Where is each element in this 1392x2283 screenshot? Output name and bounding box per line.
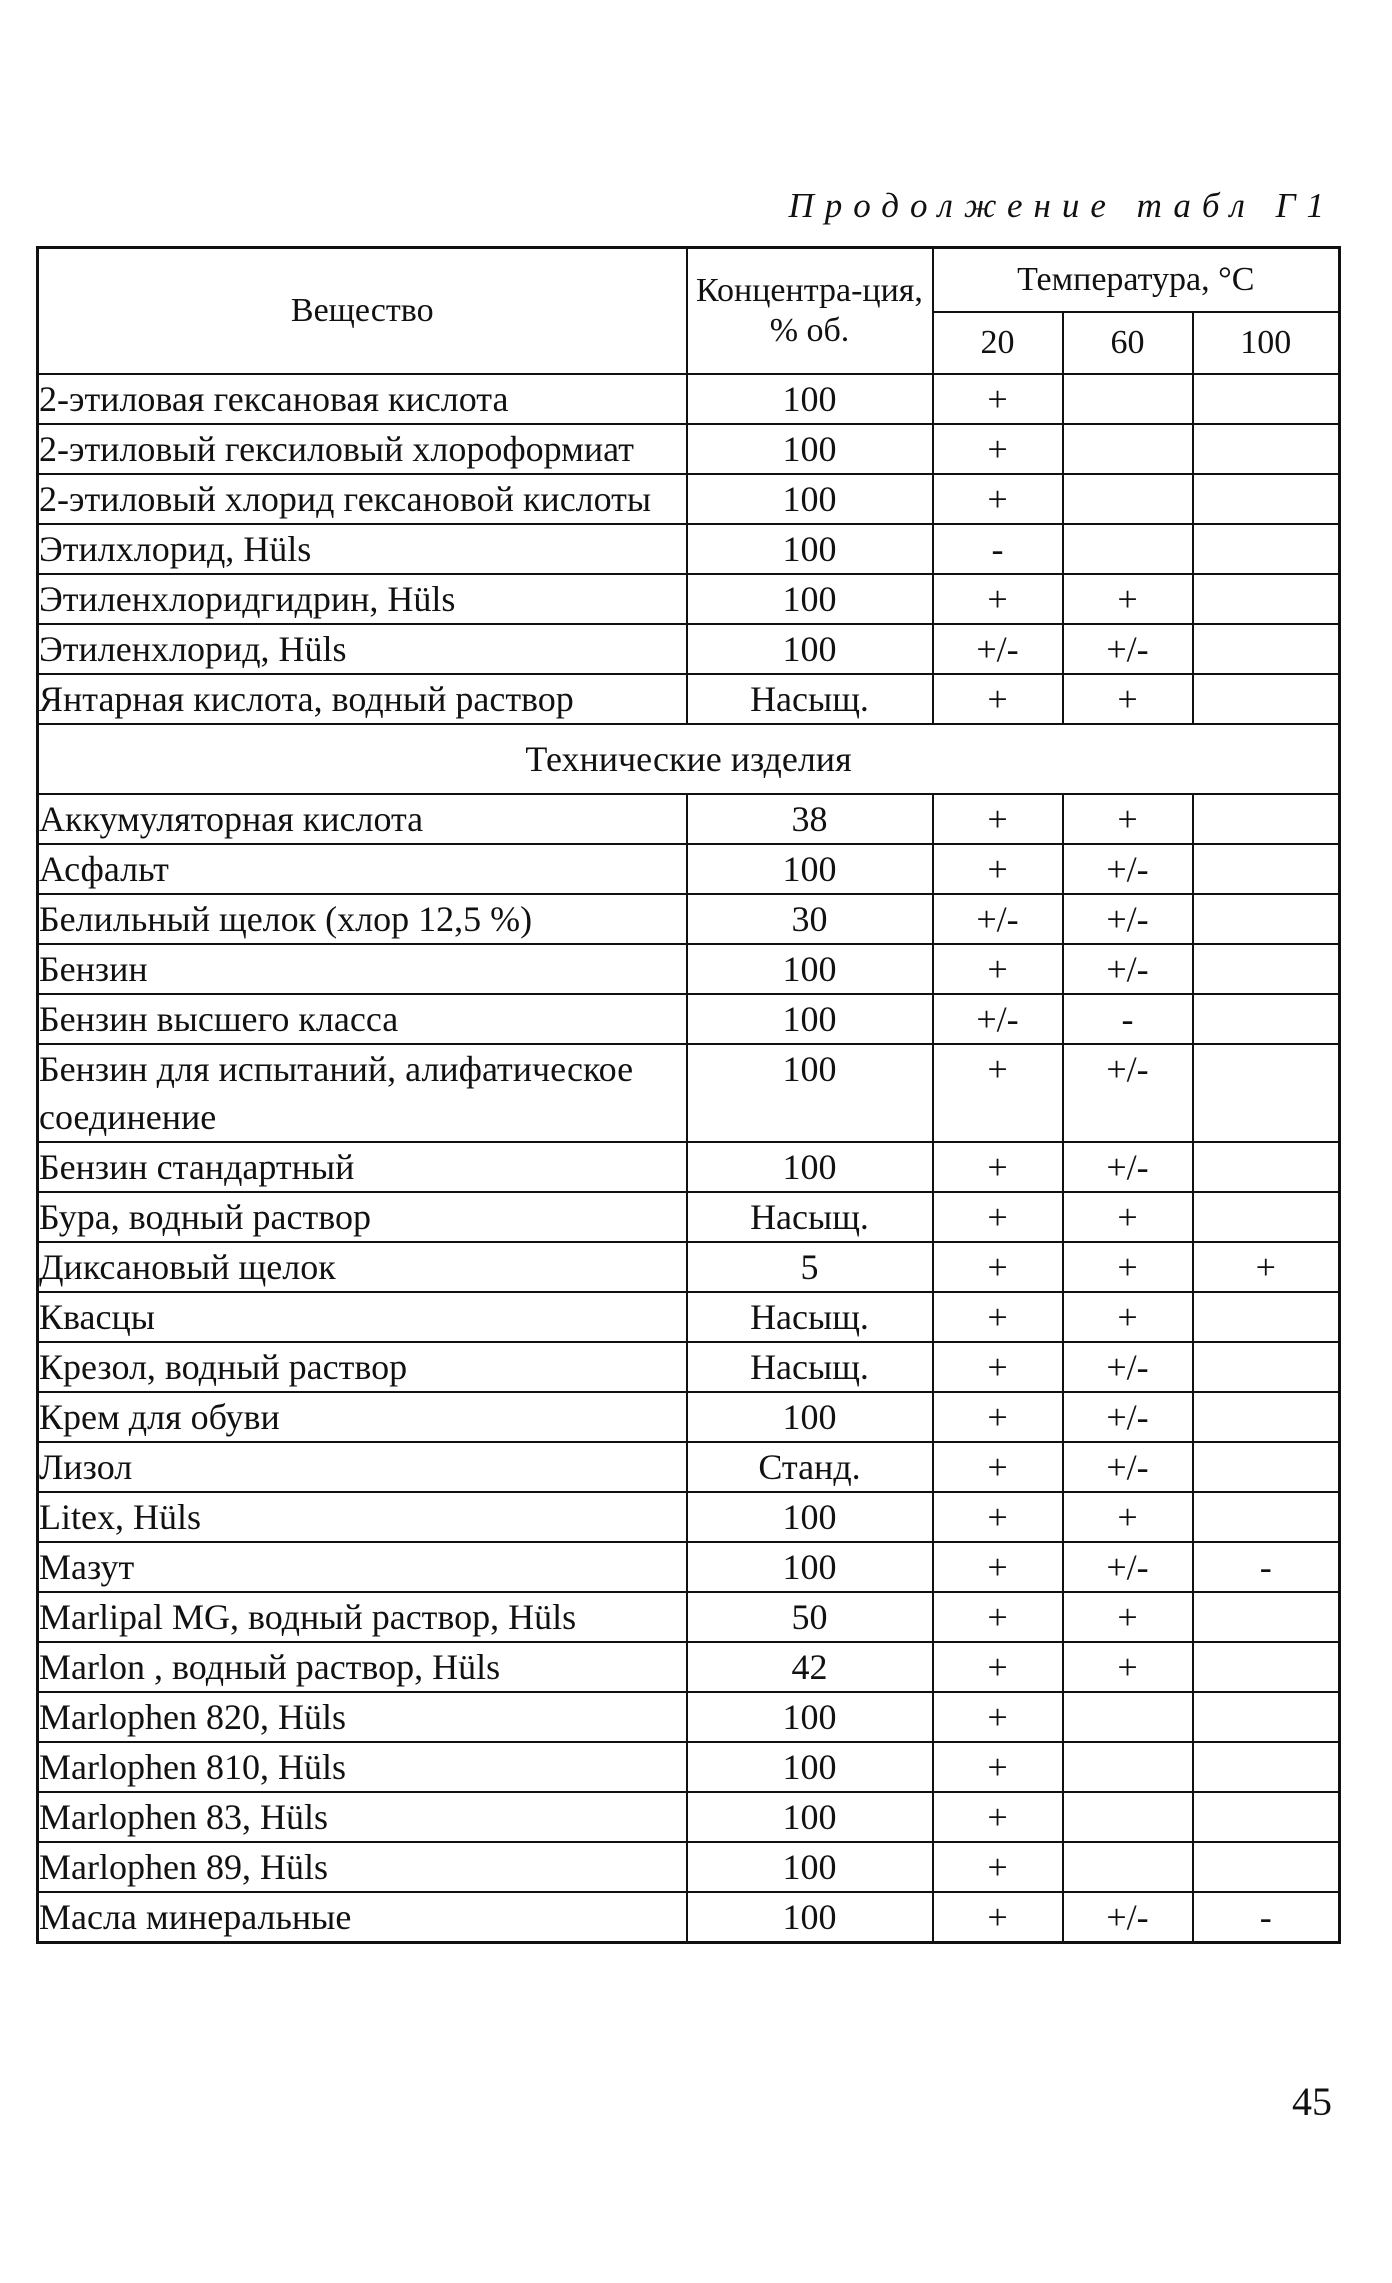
temp-60-cell: + [1063, 1192, 1193, 1242]
temp-60-cell: + [1063, 674, 1193, 724]
substance-cell: Marlipal MG, водный раствор, Hüls [38, 1592, 687, 1642]
temp-100-cell [1193, 1692, 1340, 1742]
temp-60-cell: +/- [1063, 1342, 1193, 1392]
temp-100-cell [1193, 1792, 1340, 1842]
substance-cell: Крем для обуви [38, 1392, 687, 1442]
substance-cell: Marlon , водный раствор, Hüls [38, 1642, 687, 1692]
substance-cell: Аккумуляторная кислота [38, 794, 687, 844]
table-row [38, 994, 1340, 1044]
table-caption: Продолжение табл Г1 [788, 186, 1335, 225]
temp-100-cell [1193, 1642, 1340, 1692]
concentration-cell: 5 [687, 1242, 933, 1292]
table-row [38, 1642, 1340, 1692]
temp-60-cell: +/- [1063, 1442, 1193, 1492]
temp-60-cell: + [1063, 1292, 1193, 1342]
temp-100-cell [1193, 1142, 1340, 1192]
concentration-cell: 100 [687, 1742, 933, 1792]
concentration-cell: 100 [687, 474, 933, 524]
table-row [38, 1242, 1340, 1292]
temp-60-cell [1063, 1692, 1193, 1742]
concentration-cell: 100 [687, 944, 933, 994]
substance-cell: Litex, Hüls [38, 1492, 687, 1542]
temp-60-cell [1063, 1842, 1193, 1892]
header-temp-60: 60 [1063, 312, 1193, 374]
temp-60-cell: + [1063, 574, 1193, 624]
temp-60-cell: +/- [1063, 844, 1193, 894]
temp-20-cell: +/- [933, 994, 1063, 1044]
temp-20-cell: + [933, 674, 1063, 724]
temp-20-cell: + [933, 424, 1063, 474]
temp-60-cell: + [1063, 1242, 1193, 1292]
substance-cell: Янтарная кислота, водный раствор [38, 674, 687, 724]
concentration-cell: Насыщ. [687, 674, 933, 724]
temp-20-cell: + [933, 794, 1063, 844]
temp-100-cell: - [1193, 1892, 1340, 1943]
table-row [38, 1292, 1340, 1342]
temp-20-cell: + [933, 1044, 1063, 1142]
temp-20-cell: + [933, 944, 1063, 994]
substance-cell: Диксановый щелок [38, 1242, 687, 1292]
temp-20-cell: + [933, 1842, 1063, 1892]
substance-cell: Квасцы [38, 1292, 687, 1342]
table-row [38, 1742, 1340, 1792]
concentration-cell: 42 [687, 1642, 933, 1692]
table-header [38, 248, 1340, 375]
substance-cell: Бензин высшего класса [38, 994, 687, 1044]
temp-60-cell: + [1063, 1642, 1193, 1692]
substance-cell: Бензин [38, 944, 687, 994]
substance-cell: Этиленхлоридгидрин, Hüls [38, 574, 687, 624]
temp-100-cell [1193, 794, 1340, 844]
temp-60-cell [1063, 524, 1193, 574]
concentration-cell: 50 [687, 1592, 933, 1642]
chemical-resistance-table [36, 246, 1341, 1944]
temp-100-cell [1193, 424, 1340, 474]
substance-cell: Этилхлорид, Hüls [38, 524, 687, 574]
table-row [38, 1842, 1340, 1892]
temp-60-cell [1063, 424, 1193, 474]
substance-cell: Белильный щелок (хлор 12,5 %) [38, 894, 687, 944]
temp-20-cell: + [933, 1692, 1063, 1742]
temp-100-cell [1193, 844, 1340, 894]
temp-60-cell: +/- [1063, 894, 1193, 944]
temp-100-cell [1193, 1592, 1340, 1642]
temp-20-cell: + [933, 1392, 1063, 1442]
temp-20-cell: + [933, 1742, 1063, 1792]
temp-20-cell: + [933, 1242, 1063, 1292]
temp-100-cell [1193, 524, 1340, 574]
substance-cell: 2-этиловая гексановая кислота [38, 374, 687, 424]
temp-100-cell: - [1193, 1542, 1340, 1592]
temp-100-cell [1193, 474, 1340, 524]
concentration-cell: Насыщ. [687, 1342, 933, 1392]
temp-60-cell: + [1063, 1592, 1193, 1642]
temp-100-cell [1193, 574, 1340, 624]
temp-60-cell: +/- [1063, 624, 1193, 674]
table-row [38, 1592, 1340, 1642]
temp-100-cell [1193, 994, 1340, 1044]
concentration-cell: 100 [687, 1492, 933, 1542]
table-row [38, 424, 1340, 474]
table-row [38, 1442, 1340, 1492]
header-temp-100: 100 [1193, 312, 1340, 374]
substance-cell: Бензин стандартный [38, 1142, 687, 1192]
table-row [38, 1392, 1340, 1442]
concentration-cell: 100 [687, 1892, 933, 1943]
table-row [38, 1342, 1340, 1392]
concentration-cell: 100 [687, 1542, 933, 1592]
temp-20-cell: + [933, 1542, 1063, 1592]
substance-cell: Лизол [38, 1442, 687, 1492]
table-row [38, 674, 1340, 724]
temp-100-cell [1193, 1292, 1340, 1342]
substance-cell: Marlophen 810, Hüls [38, 1742, 687, 1792]
concentration-cell: Станд. [687, 1442, 933, 1492]
table-row [38, 1542, 1340, 1592]
temp-60-cell [1063, 374, 1193, 424]
temp-100-cell [1193, 1492, 1340, 1542]
table-row [38, 624, 1340, 674]
header-temperature: Температура, °С [933, 248, 1340, 313]
substance-cell: Marlophen 820, Hüls [38, 1692, 687, 1742]
table-body-technical-products [38, 794, 1340, 1943]
temp-20-cell: + [933, 844, 1063, 894]
concentration-cell: 100 [687, 1392, 933, 1442]
table-row [38, 1492, 1340, 1542]
substance-cell: Этиленхлорид, Hüls [38, 624, 687, 674]
concentration-cell: Насыщ. [687, 1192, 933, 1242]
table-row [38, 574, 1340, 624]
temp-20-cell: - [933, 524, 1063, 574]
table-row [38, 524, 1340, 574]
table-row [38, 1142, 1340, 1192]
temp-20-cell: + [933, 1142, 1063, 1192]
concentration-cell: Насыщ. [687, 1292, 933, 1342]
temp-100-cell [1193, 1342, 1340, 1392]
temp-60-cell: +/- [1063, 1892, 1193, 1943]
temp-100-cell [1193, 1044, 1340, 1142]
temp-100-cell [1193, 1392, 1340, 1442]
concentration-cell: 100 [687, 574, 933, 624]
table-row [38, 474, 1340, 524]
page-number: 45 [1292, 2079, 1332, 2124]
table-section [38, 724, 1340, 794]
temp-20-cell: +/- [933, 894, 1063, 944]
substance-cell: Крезол, водный раствор [38, 1342, 687, 1392]
temp-20-cell: + [933, 1342, 1063, 1392]
substance-cell: Мазут [38, 1542, 687, 1592]
table-row [38, 1044, 1340, 1142]
substance-cell: 2-этиловый гексиловый хлороформиат [38, 424, 687, 474]
table-row [38, 944, 1340, 994]
concentration-cell: 38 [687, 794, 933, 844]
table-row [38, 1892, 1340, 1943]
temp-100-cell [1193, 674, 1340, 724]
temp-60-cell: + [1063, 794, 1193, 844]
temp-20-cell: + [933, 1292, 1063, 1342]
temp-100-cell [1193, 624, 1340, 674]
concentration-cell: 100 [687, 624, 933, 674]
table-row [38, 894, 1340, 944]
temp-100-cell [1193, 1192, 1340, 1242]
header-temp-20: 20 [933, 312, 1063, 374]
temp-100-cell [1193, 894, 1340, 944]
temp-20-cell: + [933, 1642, 1063, 1692]
header-concentration: Концентра-ция, % об. [687, 248, 933, 375]
concentration-cell: 100 [687, 844, 933, 894]
concentration-cell: 100 [687, 1044, 933, 1142]
temp-60-cell [1063, 1792, 1193, 1842]
temp-60-cell [1063, 474, 1193, 524]
temp-20-cell: + [933, 1492, 1063, 1542]
concentration-cell: 100 [687, 1692, 933, 1742]
temp-60-cell: +/- [1063, 1142, 1193, 1192]
temp-100-cell [1193, 1842, 1340, 1892]
section-title: Технические изделия [38, 724, 1340, 794]
temp-20-cell: + [933, 1192, 1063, 1242]
substance-cell: Бура, водный раствор [38, 1192, 687, 1242]
temp-60-cell: +/- [1063, 1044, 1193, 1142]
substance-cell: Marlophen 89, Hüls [38, 1842, 687, 1892]
table-row [38, 1192, 1340, 1242]
concentration-cell: 30 [687, 894, 933, 944]
concentration-cell: 100 [687, 1142, 933, 1192]
temp-100-cell [1193, 1742, 1340, 1792]
substance-cell: Асфальт [38, 844, 687, 894]
temp-20-cell: + [933, 474, 1063, 524]
table-body-chemicals [38, 374, 1340, 724]
header-substance: Вещество [38, 248, 687, 375]
temp-60-cell: +/- [1063, 1392, 1193, 1442]
substance-cell: Бензин для испытаний, алифатическое соединение [38, 1044, 687, 1142]
substance-cell: Marlophen 83, Hüls [38, 1792, 687, 1842]
temp-100-cell: + [1193, 1242, 1340, 1292]
temp-100-cell [1193, 1442, 1340, 1492]
temp-60-cell: +/- [1063, 1542, 1193, 1592]
concentration-cell: 100 [687, 1842, 933, 1892]
temp-20-cell: + [933, 1892, 1063, 1943]
substance-cell: 2-этиловый хлорид гексановой кислоты [38, 474, 687, 524]
section-row [38, 724, 1340, 794]
temp-20-cell: + [933, 1442, 1063, 1492]
temp-20-cell: +/- [933, 624, 1063, 674]
temp-20-cell: + [933, 1792, 1063, 1842]
table-row [38, 844, 1340, 894]
temp-60-cell: - [1063, 994, 1193, 1044]
concentration-cell: 100 [687, 1792, 933, 1842]
concentration-cell: 100 [687, 374, 933, 424]
temp-20-cell: + [933, 374, 1063, 424]
temp-100-cell [1193, 374, 1340, 424]
substance-cell: Масла минеральные [38, 1892, 687, 1943]
temp-60-cell: + [1063, 1492, 1193, 1542]
table-row [38, 794, 1340, 844]
temp-20-cell: + [933, 574, 1063, 624]
table-row [38, 1692, 1340, 1742]
temp-20-cell: + [933, 1592, 1063, 1642]
table-row [38, 374, 1340, 424]
temp-60-cell [1063, 1742, 1193, 1792]
concentration-cell: 100 [687, 424, 933, 474]
concentration-cell: 100 [687, 994, 933, 1044]
temp-100-cell [1193, 944, 1340, 994]
concentration-cell: 100 [687, 524, 933, 574]
temp-60-cell: +/- [1063, 944, 1193, 994]
table-row [38, 1792, 1340, 1842]
